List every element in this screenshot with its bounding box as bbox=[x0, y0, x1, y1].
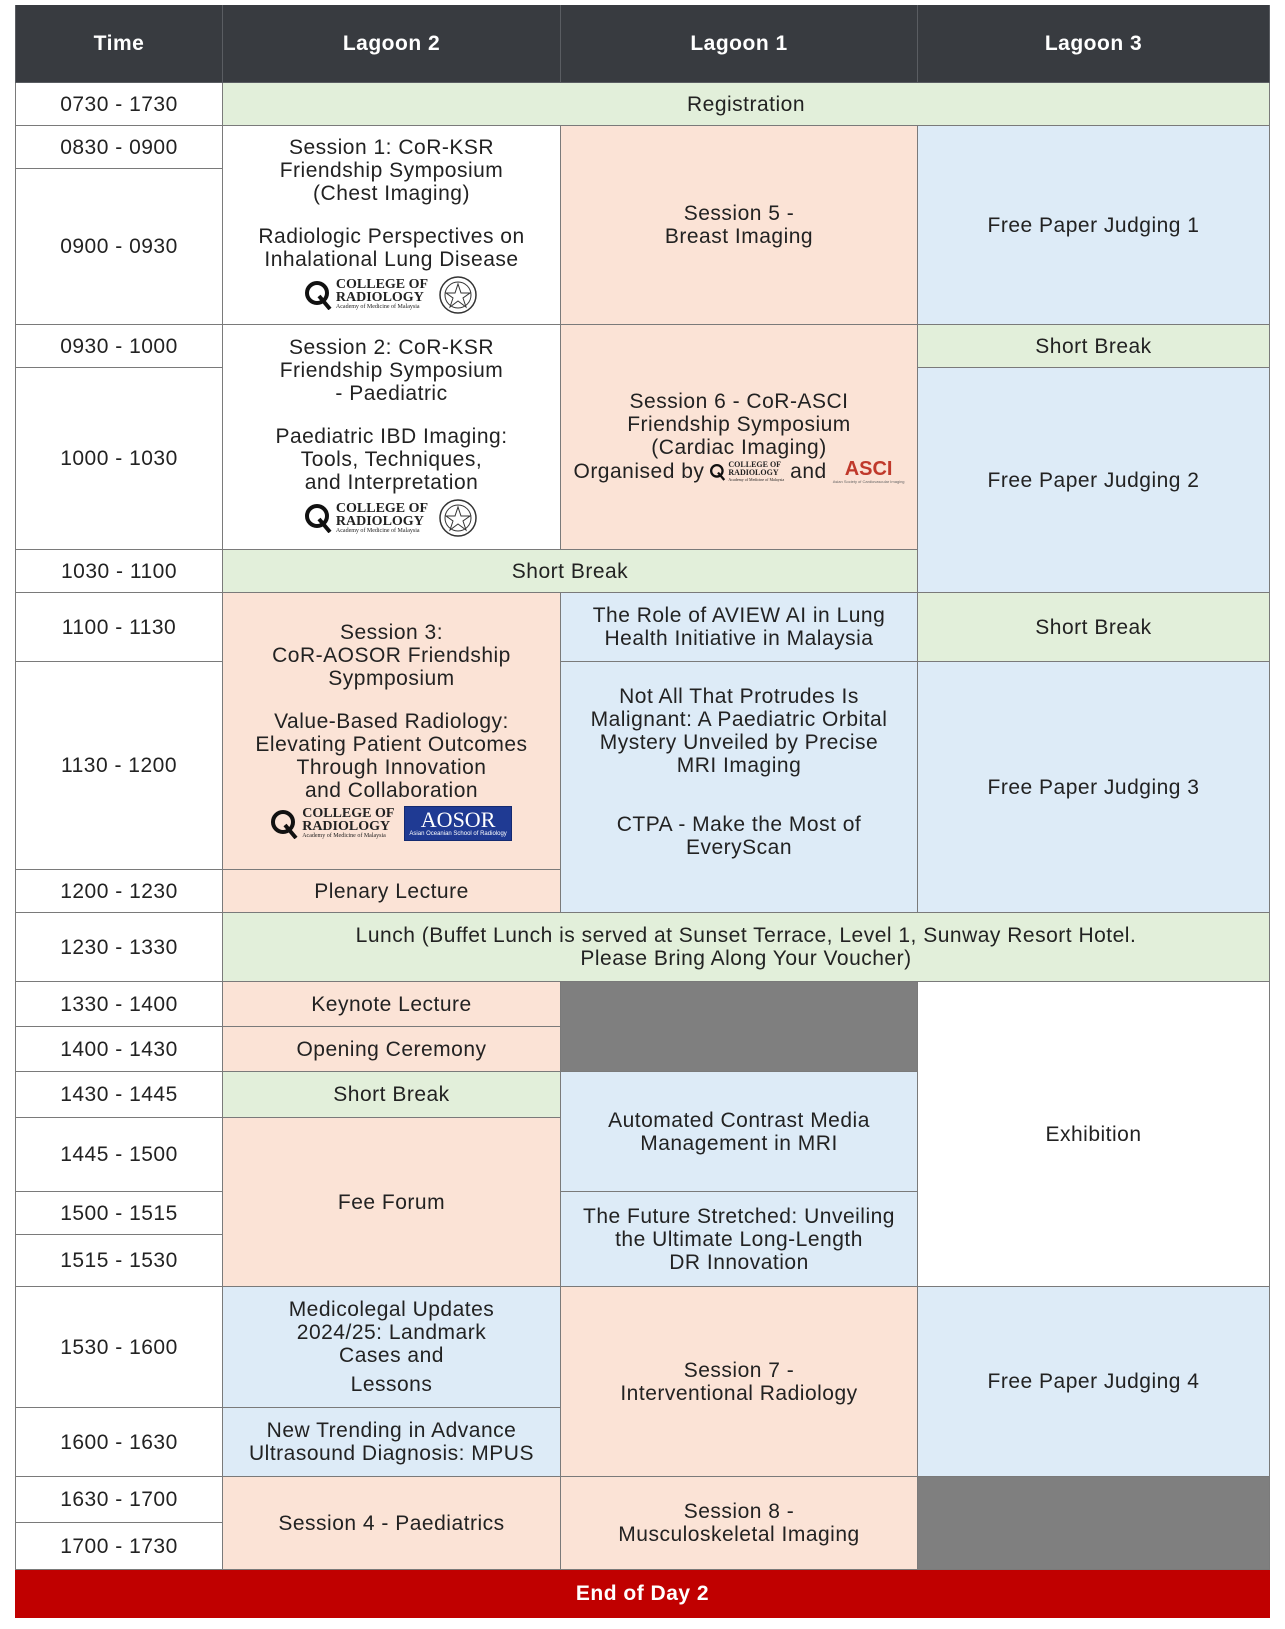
talk-title: Value-Based Radiology: bbox=[274, 710, 509, 733]
organised-by-label: Organised by bbox=[573, 460, 705, 483]
asci-logo bbox=[833, 459, 905, 484]
time-slot: 1400 - 1430 bbox=[15, 1027, 223, 1072]
contrast-media-cell bbox=[561, 1072, 918, 1192]
cor-logo-sub: Academy of Medicine of Malaysia bbox=[302, 833, 386, 839]
empty-slot bbox=[918, 1477, 1270, 1570]
talk-title: Ultrasound Diagnosis: MPUS bbox=[249, 1442, 534, 1465]
talk-title: Elevating Patient Outcomes bbox=[255, 733, 528, 756]
lunch-line: Lunch (Buffet Lunch is served at Sunset Terrace, Level 1, Sunway Resort Hotel. bbox=[355, 924, 1137, 947]
keynote-lecture-cell: Keynote Lecture bbox=[223, 982, 561, 1027]
cor-logo-line2: RADIOLOGY bbox=[335, 290, 424, 305]
talk-title: MRI Imaging bbox=[676, 754, 802, 777]
empty-slot bbox=[561, 982, 918, 1072]
ksr-seal-icon bbox=[438, 275, 478, 315]
time-slot: 1445 - 1500 bbox=[15, 1118, 223, 1192]
session-title: Friendship Symposium bbox=[279, 158, 504, 182]
short-break-cell: Short Break bbox=[918, 325, 1270, 368]
cor-logo-line1: COLLEGE OF bbox=[302, 806, 395, 821]
aosor-logo bbox=[404, 806, 511, 841]
time-slot: 1000 - 1030 bbox=[15, 368, 223, 550]
session-title: Session 6 - CoR-ASCI bbox=[629, 390, 849, 413]
time-slot: 0730 - 1730 bbox=[15, 83, 223, 126]
cor-logo-sub: Academy of Medicine of Malaysia bbox=[728, 477, 785, 482]
session-4-cell: Session 4 - Paediatrics bbox=[223, 1477, 561, 1570]
session-3-cell bbox=[223, 593, 561, 870]
session-6-cell bbox=[561, 325, 918, 550]
talk-title: and Collaboration bbox=[304, 779, 479, 802]
talk-title: DR Innovation bbox=[669, 1250, 809, 1274]
talk-title: Management in MRI bbox=[640, 1131, 838, 1155]
cor-logo-line2: RADIOLOGY bbox=[335, 513, 424, 529]
short-break-cell: Short Break bbox=[918, 593, 1270, 662]
session-title: Session 3: bbox=[339, 621, 444, 644]
header-lagoon-3: Lagoon 3 bbox=[918, 5, 1270, 83]
talk-title: Medicolegal Updates bbox=[288, 1298, 495, 1321]
free-paper-judging-3: Free Paper Judging 3 bbox=[918, 662, 1270, 913]
opening-ceremony-cell: Opening Ceremony bbox=[223, 1027, 561, 1072]
session-title: - Paediatric bbox=[335, 382, 448, 405]
talk-title: Paediatric IBD Imaging: bbox=[275, 425, 508, 448]
session-title: Friendship Symposium bbox=[627, 413, 851, 436]
talk-title: the Ultimate Long-Length bbox=[615, 1227, 863, 1251]
cor-mark-icon bbox=[710, 463, 726, 481]
talk-title: The Future Stretched: Unveiling bbox=[583, 1204, 895, 1228]
free-paper-judging-2: Free Paper Judging 2 bbox=[918, 368, 1270, 593]
cor-logo-sub: Academy of Medicine of Malaysia bbox=[335, 527, 420, 534]
free-paper-judging-4: Free Paper Judging 4 bbox=[918, 1287, 1270, 1477]
exhibition-cell: Exhibition bbox=[918, 982, 1270, 1287]
talk-title: Through Innovation bbox=[296, 756, 487, 779]
fee-forum-cell: Fee Forum bbox=[223, 1118, 561, 1287]
time-slot: 1500 - 1515 bbox=[15, 1192, 223, 1235]
talk-title: EveryScan bbox=[685, 836, 793, 859]
plenary-lecture-cell: Plenary Lecture bbox=[223, 870, 561, 913]
talk-title: Lessons bbox=[350, 1373, 433, 1396]
asci-logo-sub: Asian Society of Cardiovascular Imaging bbox=[832, 479, 905, 484]
time-slot: 0830 - 0900 bbox=[15, 126, 223, 169]
session-title: (Cardiac Imaging) bbox=[651, 436, 827, 459]
session-5-cell bbox=[561, 126, 918, 325]
time-slot: 0900 - 0930 bbox=[15, 169, 223, 325]
time-slot: 1515 - 1530 bbox=[15, 1235, 223, 1287]
session-title: Session 8 - bbox=[683, 1500, 795, 1523]
session-title: Musculoskeletal Imaging bbox=[618, 1523, 860, 1546]
talk-title: and Interpretation bbox=[304, 471, 479, 494]
session-title: Session 5 - bbox=[683, 202, 795, 225]
logo-row bbox=[305, 498, 478, 538]
short-break-cell: Short Break bbox=[223, 1072, 561, 1118]
time-slot: 1100 - 1130 bbox=[15, 593, 223, 662]
time-slot: 1230 - 1330 bbox=[15, 913, 223, 982]
lunch-line: Please Bring Along Your Voucher) bbox=[580, 947, 912, 970]
asci-logo-text: ASCI bbox=[844, 458, 893, 480]
time-slot: 1430 - 1445 bbox=[15, 1072, 223, 1118]
session-8-cell bbox=[561, 1477, 918, 1570]
talk-title: Mystery Unveiled by Precise bbox=[599, 731, 879, 754]
time-slot: 1130 - 1200 bbox=[15, 662, 223, 870]
organisers-row bbox=[573, 459, 904, 484]
time-slot: 1600 - 1630 bbox=[15, 1408, 223, 1477]
college-of-radiology-logo bbox=[271, 807, 394, 840]
mpus-cell bbox=[223, 1408, 561, 1477]
time-slot: 1700 - 1730 bbox=[15, 1523, 223, 1570]
session-title: Session 7 - bbox=[683, 1358, 795, 1382]
session-1-cell bbox=[223, 126, 561, 325]
end-of-day-banner: End of Day 2 bbox=[15, 1570, 1270, 1618]
session-title: Session 1: CoR-KSR bbox=[288, 135, 495, 159]
session-title: Session 2: CoR-KSR bbox=[288, 336, 495, 359]
short-break-cell: Short Break bbox=[223, 550, 918, 593]
lunch-cell bbox=[223, 913, 1270, 982]
ksr-seal-icon bbox=[438, 498, 478, 538]
aosor-logo-text: AOSOR bbox=[420, 807, 496, 832]
session-title: CoR-AOSOR Friendship bbox=[272, 644, 511, 667]
header-lagoon-2: Lagoon 2 bbox=[223, 5, 561, 83]
time-slot: 1630 - 1700 bbox=[15, 1477, 223, 1523]
talk-title: Tools, Techniques, bbox=[300, 448, 483, 471]
time-slot: 1530 - 1600 bbox=[15, 1287, 223, 1408]
talk-title: Inhalational Lung Disease bbox=[264, 247, 519, 271]
college-of-radiology-logo bbox=[305, 278, 428, 311]
cor-logo-line1: COLLEGE OF bbox=[335, 277, 429, 292]
talk-title: Cases and bbox=[339, 1344, 444, 1367]
session-2-cell bbox=[223, 325, 561, 550]
orbital-ctpa-cell bbox=[561, 662, 918, 913]
college-of-radiology-logo bbox=[305, 502, 428, 535]
session-7-cell bbox=[561, 1287, 918, 1477]
college-of-radiology-logo bbox=[710, 461, 784, 482]
talk-title: CTPA - Make the Most of bbox=[616, 813, 862, 836]
cor-logo-line2: RADIOLOGY bbox=[728, 468, 779, 477]
cor-logo-line1: COLLEGE OF bbox=[728, 460, 782, 469]
session-title: (Chest Imaging) bbox=[313, 181, 470, 205]
free-paper-judging-1: Free Paper Judging 1 bbox=[918, 126, 1270, 325]
aview-talk-cell bbox=[561, 593, 918, 662]
header-time: Time bbox=[15, 5, 223, 83]
time-slot: 1200 - 1230 bbox=[15, 870, 223, 913]
logo-row bbox=[305, 275, 478, 315]
header-lagoon-1: Lagoon 1 bbox=[561, 5, 918, 83]
time-slot: 1330 - 1400 bbox=[15, 982, 223, 1027]
cor-mark-icon bbox=[271, 809, 299, 839]
talk-title: Automated Contrast Media bbox=[608, 1108, 870, 1132]
session-title: Interventional Radiology bbox=[620, 1381, 858, 1405]
medicolegal-cell bbox=[223, 1287, 561, 1408]
cor-logo-line1: COLLEGE OF bbox=[335, 500, 429, 516]
session-title: Sypmposium bbox=[328, 667, 455, 690]
cor-mark-icon bbox=[305, 503, 333, 533]
talk-title: Radiologic Perspectives on bbox=[258, 224, 525, 248]
session-title: Breast Imaging bbox=[664, 225, 814, 248]
registration-cell: Registration bbox=[223, 83, 1270, 126]
talk-title: The Role of AVIEW AI in Lung bbox=[592, 604, 886, 627]
session-title: Friendship Symposium bbox=[279, 359, 504, 382]
future-stretched-cell bbox=[561, 1192, 918, 1287]
talk-title: 2024/25: Landmark bbox=[296, 1321, 487, 1344]
time-slot: 1030 - 1100 bbox=[15, 550, 223, 593]
talk-title: New Trending in Advance bbox=[266, 1419, 517, 1442]
talk-title: Malignant: A Paediatric Orbital bbox=[590, 708, 888, 731]
aosor-logo-sub: Asian Oceanian School of Radiology bbox=[409, 831, 507, 837]
cor-logo-line2: RADIOLOGY bbox=[302, 819, 391, 834]
and-label: and bbox=[790, 460, 827, 483]
time-slot: 0930 - 1000 bbox=[15, 325, 223, 368]
talk-title: Health Initiative in Malaysia bbox=[604, 627, 874, 650]
logo-row bbox=[271, 806, 512, 841]
talk-title: Not All That Protrudes Is bbox=[619, 685, 859, 708]
cor-mark-icon bbox=[305, 280, 333, 310]
schedule-table bbox=[15, 5, 1270, 1623]
cor-logo-sub: Academy of Medicine of Malaysia bbox=[335, 304, 420, 310]
